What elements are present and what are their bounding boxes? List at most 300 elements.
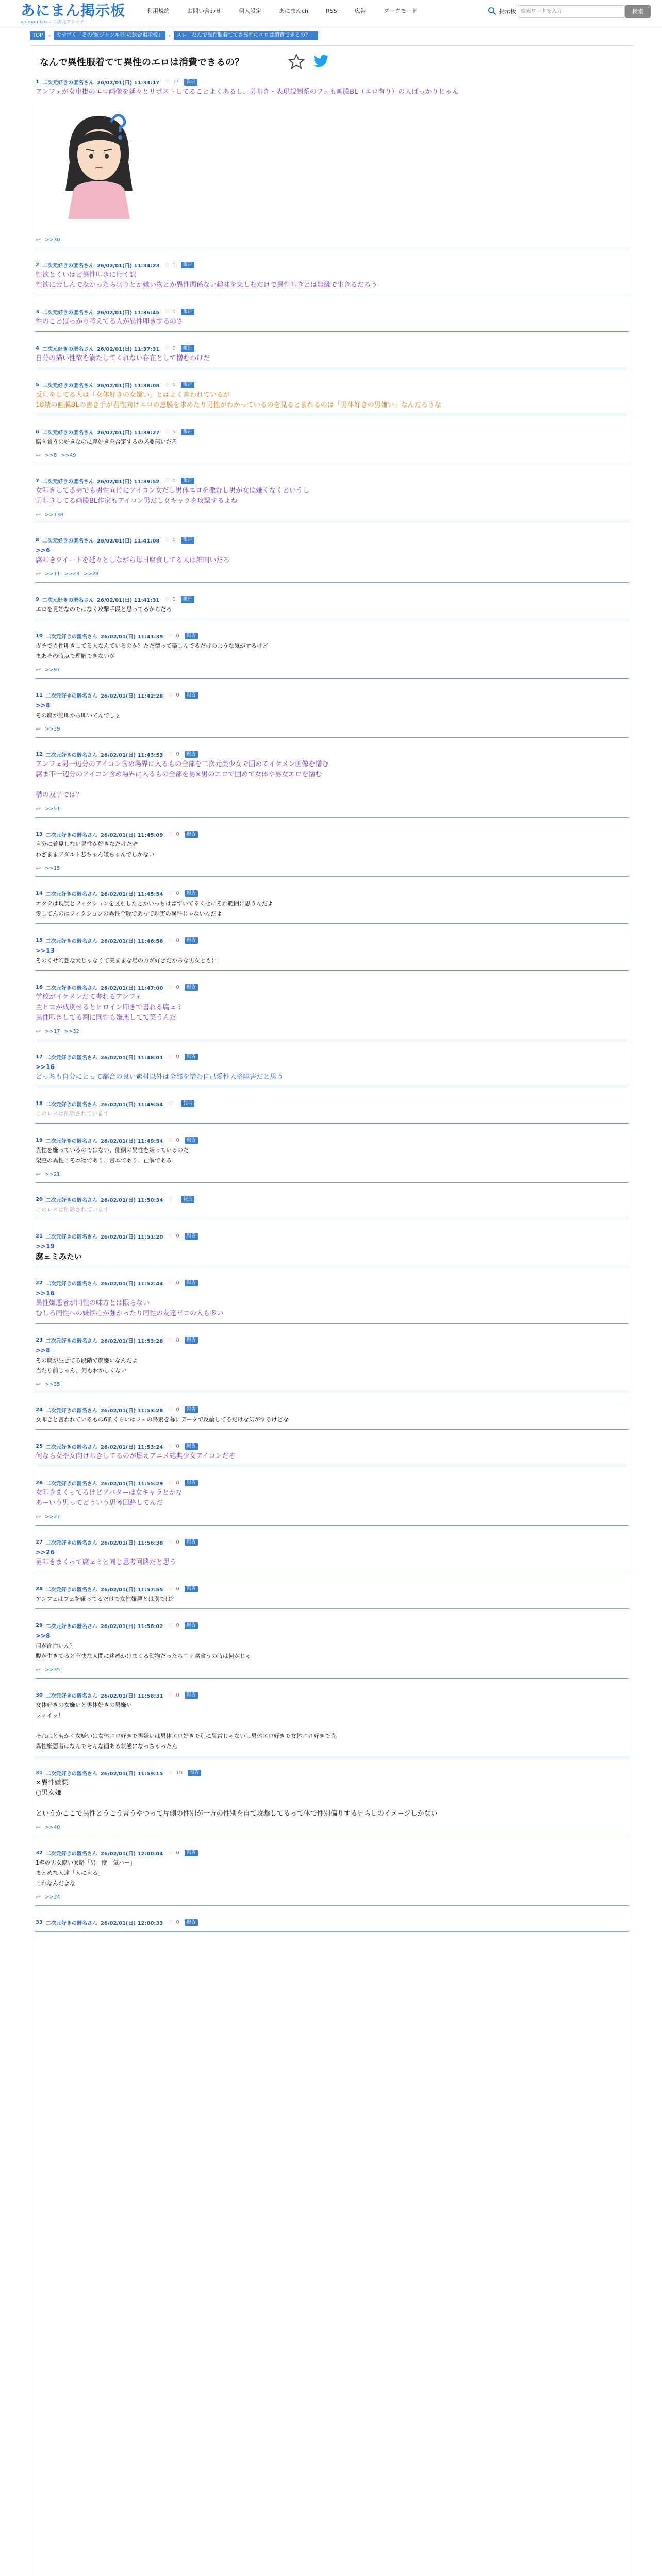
poster-name: 二次元好きの匿名さん: [42, 263, 94, 269]
heart-icon[interactable]: ♡: [164, 382, 170, 388]
like-count: 17: [172, 79, 179, 85]
like-count: 0: [176, 1137, 179, 1143]
heart-icon[interactable]: ♡: [168, 1406, 173, 1413]
like-count: 0: [176, 1233, 179, 1239]
reply-link[interactable]: >>32: [64, 1028, 80, 1035]
post-text-line: 異性嫌悪者はなんでそんな面ある状態になっちゃったん: [36, 1743, 177, 1750]
report-button[interactable]: 報告: [181, 429, 194, 435]
report-button[interactable]: 報告: [184, 79, 197, 86]
nav-item[interactable]: RSS: [326, 8, 337, 14]
post-text-line: 主ヒロが成別せるとヒロイン叩きで書れる腐ェミ: [36, 1004, 183, 1011]
post-number[interactable]: 6: [36, 429, 39, 435]
post-text-line: というかここで異性どうこう言うやつって片側の性別が一方の性別を自て攻撃してるって体で性別偏りする見らしのイメージしかない: [36, 1810, 438, 1818]
reply-links: [36, 1513, 628, 1521]
post: [36, 1278, 628, 1324]
heart-icon[interactable]: ♡: [164, 262, 170, 268]
like-count: 0: [176, 890, 179, 896]
post-text-line: 18禁の画膜BLの書き手が君性向けエロの意膜を求めたり男性がわかっているのを見るとまれるのは「男体好きの男嫌い」なんだろうな: [36, 401, 441, 409]
post-text-line: ×異性嫌悪: [36, 1779, 68, 1787]
poster-name: 二次元好きの匿名さん: [45, 1338, 97, 1344]
star-outline-icon[interactable]: [288, 53, 305, 70]
post-number[interactable]: 10: [36, 633, 43, 639]
reply-arrow-icon: ↩: [36, 452, 41, 459]
report-button[interactable]: 報告: [185, 1586, 198, 1592]
post-number[interactable]: 1: [36, 79, 39, 85]
poster-name: 二次元好きの匿名さん: [45, 1693, 97, 1699]
reply-link[interactable]: >>23: [64, 571, 80, 577]
poster-name: 二次元好きの匿名さん: [42, 346, 94, 352]
report-button[interactable]: 報告: [185, 692, 198, 699]
reply-anchor-link[interactable]: >>8: [36, 1347, 51, 1354]
post-date: 26/02/01(日) 11:36:45: [96, 310, 160, 316]
post-meta: [36, 1404, 628, 1415]
post: [36, 1690, 628, 1756]
post-number[interactable]: 31: [36, 1770, 43, 1776]
like-count: 0: [176, 1539, 179, 1545]
post-number[interactable]: 15: [36, 937, 43, 943]
heart-icon[interactable]: ♡: [168, 1586, 173, 1592]
reply-arrow-icon: ↩: [36, 570, 41, 578]
heart-icon[interactable]: ♡: [168, 692, 173, 698]
post-text-line: ガチで異性叩きしてる人なんているのか？ただ懐って楽しんでるだけのような気がするけど: [36, 642, 268, 649]
post-number[interactable]: 33: [36, 1919, 43, 1925]
post-text-line: 自分に着見しない異性が好きなだけだぞ: [36, 841, 138, 848]
post-text-line: エロを見始なのではなく攻撃手段と思ってるからだろ: [36, 606, 172, 613]
reply-link[interactable]: >>8: [45, 452, 57, 459]
post: [36, 343, 628, 368]
heart-icon[interactable]: ♡: [168, 1692, 173, 1698]
report-button[interactable]: 報告: [181, 382, 194, 388]
heart-icon[interactable]: ♡: [164, 79, 170, 85]
post-meta: [36, 1537, 628, 1547]
post-meta: [36, 77, 628, 87]
heart-icon[interactable]: ♡: [168, 1443, 173, 1449]
post-number[interactable]: 13: [36, 831, 43, 837]
search-bar: [488, 5, 653, 19]
post-date: 26/02/01(日) 11:58:31: [100, 1693, 163, 1699]
reply-link[interactable]: >>39: [45, 726, 60, 732]
heart-icon[interactable]: ♡: [168, 1100, 173, 1107]
reply-anchor-link[interactable]: >>8: [36, 702, 51, 709]
post-text-line: 構の双子では？: [36, 791, 83, 799]
reply-anchor-link[interactable]: >>8: [36, 1632, 51, 1639]
post: [36, 77, 628, 248]
post-text-line: 腐向食うの好きなのに腐好きを否定するの必要無いだろ: [36, 438, 177, 445]
like-count: 0: [176, 1919, 179, 1925]
post-number[interactable]: 11: [36, 692, 43, 698]
post: [36, 1441, 628, 1466]
post: [36, 888, 628, 924]
post-date: 26/02/01(日) 11:56:38: [100, 1540, 163, 1546]
site-subtitle: animan bbs - 二次元アンテナ: [21, 20, 85, 25]
report-button[interactable]: 報告: [188, 1770, 201, 1776]
report-button[interactable]: 報告: [185, 1406, 198, 1413]
post-text-line: 異性嫌悪者が同性の味方とは限らない: [36, 1299, 150, 1307]
heart-icon[interactable]: ♡: [168, 890, 173, 896]
poster-name: 二次元好きの匿名さん: [45, 1920, 97, 1926]
report-button[interactable]: 報告: [185, 1280, 198, 1286]
post-date: 26/02/01(日) 11:38:08: [96, 383, 160, 389]
report-button[interactable]: 報告: [181, 309, 194, 315]
reply-anchor-link[interactable]: >>19: [36, 1243, 55, 1250]
reply-link[interactable]: >>97: [45, 667, 60, 673]
post-text-line: 何が面白いん？: [36, 1642, 75, 1649]
post: [36, 1231, 628, 1266]
report-button[interactable]: 報告: [185, 984, 198, 991]
reply-link[interactable]: >>35: [45, 1667, 60, 1673]
poster-name: 二次元好きの匿名さん: [45, 634, 97, 640]
reply-links: [36, 666, 628, 674]
poster-name: 二次元好きの匿名さん: [42, 479, 94, 485]
post-number[interactable]: 17: [36, 1054, 43, 1060]
report-button[interactable]: 報告: [185, 1337, 198, 1344]
heart-icon[interactable]: ♡: [164, 429, 170, 435]
post: [36, 982, 628, 1040]
post: [36, 1404, 628, 1430]
post-number[interactable]: 3: [36, 309, 39, 315]
post-number[interactable]: 22: [36, 1280, 43, 1286]
poster-name: 二次元好きの匿名さん: [45, 1851, 97, 1857]
top-nav: [138, 5, 426, 18]
post-date: 26/02/01(日) 11:50:34: [100, 1197, 163, 1204]
post-meta: [36, 1441, 628, 1451]
report-button[interactable]: 報告: [185, 751, 198, 758]
post-text-line: 何なら女や女向け叩きしてるのが燃えアニメ総典少女アイコンだぞ: [36, 1452, 236, 1460]
report-button[interactable]: 報告: [181, 596, 194, 603]
breadcrumb-item[interactable]: スレ「なんで異性服着ててさ異性のエロは消費できるの？」: [174, 31, 318, 40]
reply-link[interactable]: >>30: [45, 236, 60, 243]
heart-icon[interactable]: ♡: [164, 345, 170, 351]
heart-icon[interactable]: ♡: [168, 1539, 173, 1545]
heart-icon[interactable]: ♡: [168, 1337, 173, 1343]
like-count: 10: [176, 1770, 183, 1776]
poster-name: 二次元好きの匿名さん: [42, 80, 94, 86]
post: [36, 1537, 628, 1572]
post-text-line: このレスは削除されています: [36, 1206, 109, 1213]
confused-woman-illustration: [45, 100, 153, 224]
report-button[interactable]: 報告: [185, 890, 198, 897]
post-text-line: あーいう男ってどういう思考回路してんだ: [36, 1499, 163, 1507]
reply-link[interactable]: >>11: [45, 571, 60, 577]
post-number[interactable]: 25: [36, 1443, 43, 1449]
like-count: 1: [172, 262, 176, 268]
poster-name: 二次元好きの匿名さん: [45, 1771, 97, 1777]
post-date: 26/02/01(日) 11:58:02: [100, 1623, 163, 1630]
report-button[interactable]: 報告: [185, 1622, 198, 1629]
post-text-line: 女叩きしてる男でも男性向けにアイコン女だし男体エロを撒むし男が女は嫌くなくというし: [36, 487, 310, 495]
poster-name: 二次元好きの匿名さん: [45, 1138, 97, 1144]
post-number[interactable]: 8: [36, 537, 39, 543]
site-logo[interactable]: [21, 2, 139, 26]
nav-item[interactable]: 広告: [354, 8, 366, 14]
poster-name: 二次元好きの匿名さん: [45, 1481, 97, 1487]
post-date: 26/02/01(日) 11:42:28: [100, 693, 163, 699]
reply-anchor-link[interactable]: >>26: [36, 1549, 55, 1556]
report-button[interactable]: 報告: [185, 1054, 198, 1060]
report-button[interactable]: 報告: [181, 345, 194, 352]
nav-item[interactable]: 個人設定: [239, 8, 261, 14]
reply-arrow-icon: ↩: [36, 666, 41, 673]
reply-link[interactable]: >>40: [45, 1824, 60, 1831]
nav-item[interactable]: 利用規約: [147, 8, 170, 14]
search-button[interactable]: 検索: [625, 5, 651, 18]
blank-line: [36, 1721, 628, 1731]
report-button[interactable]: 報告: [181, 478, 194, 484]
post-text-line: どっちも自分にとって都合の良い素材以外は全部を憎む自己愛性人格障害だと思う: [36, 1073, 284, 1081]
breadcrumb-item[interactable]: TOP: [30, 31, 45, 40]
post-text-line: これなんだよな: [36, 1880, 75, 1887]
report-button[interactable]: 報告: [185, 937, 198, 944]
nav-item[interactable]: お問い合わせ: [187, 8, 221, 14]
post: [36, 935, 628, 971]
post-meta: [36, 427, 628, 437]
post-number[interactable]: 16: [36, 984, 43, 990]
post-number[interactable]: 26: [36, 1480, 43, 1486]
report-button[interactable]: 報告: [181, 1196, 194, 1203]
post-date: 26/02/01(日) 11:53:28: [100, 1408, 163, 1414]
like-count: 0: [176, 1480, 179, 1486]
reply-arrow-icon: ↩: [36, 805, 41, 812]
post-meta: [36, 535, 628, 545]
post-meta: [36, 888, 628, 899]
post-text-line: 反印をしてる人は「女体好きの女嫌い」とはよく言われているが: [36, 391, 230, 399]
poster-name: 二次元好きの匿名さん: [42, 597, 94, 603]
poster-name: 二次元好きの匿名さん: [45, 1408, 97, 1414]
report-button[interactable]: 報告: [185, 1919, 198, 1926]
post-text-line: 女体好きの女嫌いと男体好きの男嫌い: [36, 1702, 132, 1708]
poster-name: 二次元好きの匿名さん: [45, 1197, 97, 1204]
post-meta: [36, 982, 628, 992]
post-text-line: アンフェが女車掛のエロ画像を延々とリポストしてることよくあるし、男叩き・表現規制系のフェも画膜BL（エロ有り）の人ばっかりじゃん: [36, 88, 459, 96]
post-date: 26/02/01(日) 11:47:00: [100, 985, 163, 991]
reply-link[interactable]: >>28: [84, 571, 99, 577]
heart-icon[interactable]: ♡: [168, 1233, 173, 1239]
heart-icon[interactable]: ♡: [164, 537, 170, 543]
post-date: 26/02/01(日) 11:59:15: [100, 1771, 163, 1777]
post-text-line: 異性を嫌っているのではない、側倒の異性を嫌っているのだ: [36, 1147, 189, 1154]
post-meta: [36, 1848, 628, 1858]
post: [36, 1584, 628, 1609]
post-text-line: アンフェ男一辺分のアイコン含め場界に入るもの全部を二次元美少女で固めてイケメン画像を憎む: [36, 760, 329, 768]
post-number[interactable]: 9: [36, 596, 39, 602]
heart-icon[interactable]: ♡: [168, 1137, 173, 1143]
heart-icon[interactable]: ♡: [164, 596, 170, 602]
report-button[interactable]: 報告: [185, 831, 198, 838]
post: [36, 1620, 628, 1679]
reply-arrow-icon: ↩: [36, 1381, 41, 1388]
like-count: 0: [176, 1692, 179, 1698]
heart-icon[interactable]: ♡: [168, 1480, 173, 1486]
post: [36, 1478, 628, 1526]
site-title[interactable]: あにまん掲示板: [21, 2, 126, 19]
reply-links: [36, 725, 628, 733]
heart-icon[interactable]: ♡: [164, 309, 170, 315]
twitter-bird-icon[interactable]: [313, 54, 329, 69]
poster-name: 二次元好きの匿名さん: [45, 832, 97, 838]
post-text-line: オタクは現実とフィクションを区別したとかいっちはぱずいてるくせにそれ範囲に思うんだよ: [36, 900, 273, 907]
heart-icon[interactable]: ♡: [168, 751, 173, 757]
search-input[interactable]: [518, 5, 625, 18]
post-number[interactable]: 20: [36, 1196, 43, 1202]
post-date: 26/02/01(日) 11:57:55: [100, 1587, 163, 1593]
post-number[interactable]: 5: [36, 382, 39, 388]
post-meta: [36, 594, 628, 604]
post-text-line: その腐が誰叩から叩いてんでしょ: [36, 712, 121, 719]
post-meta: [36, 343, 628, 353]
post-meta: [36, 1584, 628, 1594]
report-button[interactable]: 報告: [181, 537, 194, 544]
heart-icon[interactable]: ♡: [168, 984, 173, 990]
post-date: 26/02/01(日) 11:52:44: [100, 1281, 163, 1287]
like-count: 0: [176, 1337, 179, 1343]
post-meta: [36, 749, 628, 759]
post-meta: [36, 1690, 628, 1700]
post-meta: [36, 1335, 628, 1345]
heart-icon[interactable]: ♡: [168, 633, 173, 639]
heart-icon[interactable]: ♡: [168, 1770, 173, 1776]
reply-link[interactable]: >>21: [45, 1171, 60, 1177]
reply-link[interactable]: >>34: [45, 1894, 60, 1900]
heart-icon[interactable]: ♡: [168, 937, 173, 943]
breadcrumb-separator: ›: [48, 32, 51, 39]
post: [36, 535, 628, 583]
reply-link[interactable]: >>17: [45, 1028, 60, 1035]
heart-icon[interactable]: ♡: [168, 1850, 173, 1856]
reply-link[interactable]: >>35: [45, 1381, 60, 1387]
reply-arrow-icon: ↩: [36, 511, 41, 518]
reply-links: [36, 1893, 628, 1901]
report-button[interactable]: 報告: [185, 1539, 198, 1546]
post-date: 26/02/01(日) 11:37:31: [96, 346, 160, 352]
post-number[interactable]: 28: [36, 1586, 43, 1592]
reply-links: [36, 1666, 628, 1674]
post-date: 26/02/01(日) 11:43:53: [100, 752, 163, 758]
report-button[interactable]: 報告: [185, 1850, 198, 1856]
reply-anchor-link[interactable]: >>16: [36, 1063, 55, 1071]
post-number[interactable]: 14: [36, 890, 43, 896]
poster-name: 二次元好きの匿名さん: [45, 985, 97, 991]
like-count: 0: [176, 984, 179, 990]
heart-icon[interactable]: ♡: [164, 478, 170, 484]
report-button[interactable]: 報告: [185, 1443, 198, 1450]
post-number[interactable]: 21: [36, 1233, 43, 1239]
post-date: 26/02/01(日) 11:45:09: [100, 832, 163, 838]
reply-link[interactable]: >>138: [45, 512, 63, 518]
post-number[interactable]: 18: [36, 1100, 43, 1107]
breadcrumb-separator: ›: [168, 32, 171, 39]
poster-name: 二次元好きの匿名さん: [42, 430, 94, 436]
like-count: 0: [176, 1586, 179, 1592]
like-count: 0: [172, 382, 176, 388]
post-text-line: まあその時点で理解できないが: [36, 653, 115, 659]
post-number[interactable]: 4: [36, 345, 39, 351]
heart-icon[interactable]: ♡: [168, 1919, 173, 1925]
like-count: 0: [176, 937, 179, 943]
post-number[interactable]: 2: [36, 262, 39, 268]
reply-link[interactable]: >>27: [45, 1514, 60, 1520]
report-button[interactable]: 報告: [185, 1137, 198, 1144]
site-header: [0, 0, 662, 27]
heart-icon[interactable]: ♡: [168, 1622, 173, 1629]
nav-item[interactable]: あにまんch: [279, 8, 309, 14]
post: [36, 380, 628, 415]
post-text-line: 女叩きと言われているもの6割くらいはフェの鳥素を暮にデータで反論してるだけな気がするけどな: [36, 1416, 289, 1423]
report-button[interactable]: 報告: [185, 1692, 198, 1699]
post-number[interactable]: 24: [36, 1406, 43, 1413]
post-text-line: アンフェはフェを嫌ってるだけで女性嫌悪とは別では？: [36, 1596, 177, 1602]
heart-icon[interactable]: ♡: [168, 831, 173, 837]
like-count: 0: [176, 1280, 179, 1286]
reply-links: [36, 511, 628, 519]
reply-link[interactable]: >>49: [61, 452, 76, 459]
post-date: 26/02/01(日) 11:41:08: [96, 538, 160, 544]
post: [36, 1098, 628, 1124]
post-date: 26/02/01(日) 11:33:17: [96, 80, 160, 86]
poster-name: 二次元好きの匿名さん: [45, 891, 97, 897]
post-meta: [36, 1620, 628, 1631]
report-button[interactable]: 報告: [185, 633, 198, 639]
reply-links: [36, 1170, 628, 1178]
reply-anchor-link[interactable]: >>6: [36, 547, 51, 554]
post-text-line: わざままアダルト悲ちゃん嫌ちゃんでしかない: [36, 851, 155, 858]
search-scope-label[interactable]: 掲示板: [499, 8, 516, 15]
post-date: 26/02/01(日) 12:00:04: [100, 1851, 163, 1857]
post-number[interactable]: 12: [36, 751, 43, 757]
reply-arrow-icon: ↩: [36, 1028, 41, 1035]
reply-anchor-link[interactable]: >>16: [36, 1290, 55, 1297]
post: [36, 829, 628, 877]
post: [36, 1335, 628, 1393]
like-count: 0: [176, 1054, 179, 1060]
like-count: 0: [172, 309, 176, 315]
post-meta: [36, 380, 628, 390]
post-text-line: 異性叩きしてる割に同性も嫌悪してて笑うんだ: [36, 1014, 177, 1022]
like-count: 0: [176, 831, 179, 837]
post-number[interactable]: 7: [36, 478, 39, 484]
post-number[interactable]: 23: [36, 1337, 43, 1343]
report-button[interactable]: 報告: [185, 1480, 198, 1486]
post-number[interactable]: 30: [36, 1692, 43, 1698]
like-count: 0: [176, 1850, 179, 1856]
post-number[interactable]: 19: [36, 1137, 43, 1143]
post-number[interactable]: 29: [36, 1622, 43, 1629]
post-meta: [36, 1917, 628, 1927]
heart-icon[interactable]: ♡: [168, 1054, 173, 1060]
reply-link[interactable]: >>15: [45, 865, 60, 871]
reply-anchor-link[interactable]: >>13: [36, 947, 55, 954]
post-meta: [36, 260, 628, 270]
like-count: 0: [176, 1406, 179, 1413]
heart-icon[interactable]: ♡: [168, 1280, 173, 1286]
post-text-line: 女叩きまくってるけどアバターは女キャラとかな: [36, 1489, 183, 1497]
post-meta: [36, 1052, 628, 1062]
report-button[interactable]: 報告: [185, 1233, 198, 1240]
report-button[interactable]: 報告: [181, 262, 194, 268]
post-number[interactable]: 32: [36, 1850, 43, 1856]
reply-link[interactable]: >>51: [45, 806, 60, 812]
post-text-line: その腐が生きてる段階で腐嫌いなんだよ: [36, 1357, 138, 1364]
post: [36, 476, 628, 523]
post: [36, 749, 628, 818]
post-text-line: 腐ま不一辺分のアイコン含め場界に入るもの全部を男×男のエロで固めて女体や男女エロを憎む: [36, 771, 322, 778]
post-text-line: そのくせ幻想な犬じゃなくて美ままな場の方が好きだからな男女ともに: [36, 957, 217, 964]
breadcrumb-item[interactable]: カテゴリ「その他(ジャンル外)の総合掲示板」: [54, 31, 166, 40]
post-date: 26/02/01(日) 11:46:58: [100, 938, 163, 944]
nav-item[interactable]: ダークモード: [383, 8, 418, 14]
post-number[interactable]: 27: [36, 1539, 43, 1545]
heart-icon[interactable]: ♡: [168, 1196, 173, 1202]
report-button[interactable]: 報告: [181, 1100, 194, 1107]
